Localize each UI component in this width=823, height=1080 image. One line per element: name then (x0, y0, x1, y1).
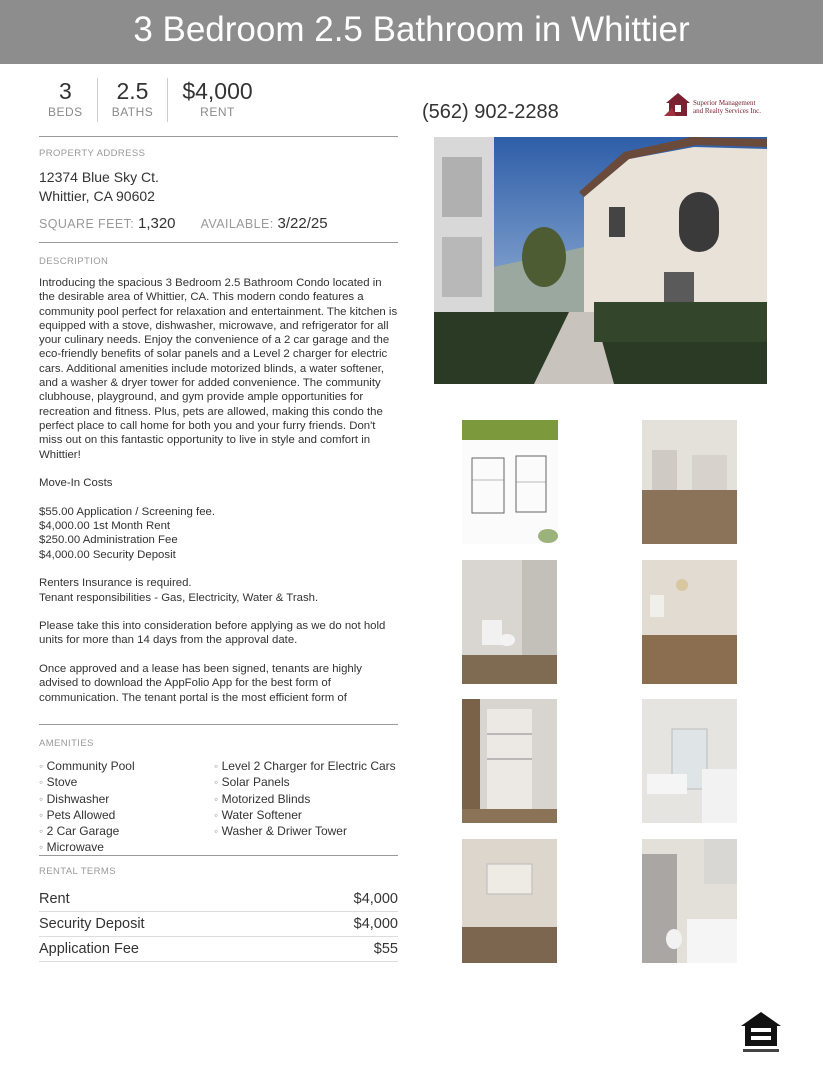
available-label: AVAILABLE: (200, 217, 274, 231)
amenity-item: ◦ Dishwasher (39, 791, 110, 806)
bathroom-thumbnail[interactable] (642, 699, 737, 823)
rent-label: RENT (200, 105, 235, 119)
powder-room-thumbnail[interactable] (462, 560, 557, 684)
amenity-item: ◦ Microwave (39, 840, 104, 855)
property-stats (38, 78, 267, 122)
description-paragraph: Introducing the spacious 3 Bedroom 2.5 Bathroom Condo located in the desirable area of Whittier, CA. This modern condo features a community pool perfect for relaxation and entertainment. The kitchen is equipped with a stove, dishwasher, microwave, and refrigerator for all your culinary needs. Enjoy the convenience of a 2 car garage and the eco-friendly benefits of solar panels and a Level 2 charger for electric cars. Additional amenities include motorized blinds, a water softener, and a washer & dryer tower for added convenience. The community clubhouse, playground, and gym provide ample opportunities for recreation and fitness. Plus, pets are allowed, making this condo the perfect place to call home for both you and your furry friends. Don't miss out on this fantastic opportunity to live in style and comfort in Whittier! (39, 277, 398, 461)
term-name: Security Deposit (39, 915, 145, 932)
description-text (39, 276, 398, 720)
bathroom-vanity-thumbnail[interactable] (642, 839, 737, 963)
equal-housing-opportunity-icon (739, 1010, 783, 1054)
bedroom-window-thumbnail[interactable] (462, 839, 557, 963)
logo-line-1: Superior Management (693, 99, 756, 107)
baths-stat (97, 78, 168, 122)
logo-line-2: and Realty Services Inc. (693, 107, 762, 115)
amenity-item: ◦ Motorized Blinds (214, 791, 311, 806)
term-value: $55 (373, 940, 398, 957)
description-paragraph: Renters Insurance is required. Tenant responsibilities - Gas, Electricity, Water & Trash. (39, 577, 319, 604)
address-line-1: 12374 Blue Sky Ct. (39, 169, 159, 185)
amenity-item: ◦ Pets Allowed (39, 807, 116, 822)
amenities-list-left (39, 758, 209, 856)
term-name: Rent (39, 890, 70, 907)
amenity-item: ◦ Water Softener (214, 807, 302, 822)
divider (39, 136, 398, 137)
living-room-thumbnail[interactable] (642, 420, 737, 544)
description-paragraph: $55.00 Application / Screening fee. $4,000.00 1st Month Rent $250.00 Administration Fee $4,000.00 Security Deposit (39, 505, 216, 561)
listing-title: 3 Bedroom 2.5 Bathroom in Whittier (133, 10, 690, 49)
description-paragraph: Once approved and a lease has been signed, tenants are highly advised to download the AppFolio App for the best form of communication. The tenant portal is the most efficient form of (39, 663, 362, 704)
amenity-item: ◦ Community Pool (39, 759, 135, 773)
address-line-2: Whittier, CA 90602 (39, 188, 155, 204)
beds-value: 3 (58, 78, 72, 104)
terms-row-security-deposit (39, 911, 398, 936)
baths-label: BATHS (111, 105, 154, 119)
divider (39, 855, 398, 856)
listing-title-banner (0, 0, 823, 64)
amenity-item: ◦ Solar Panels (214, 775, 290, 790)
amenity-item: ◦ 2 Car Garage (39, 824, 120, 839)
beds-label: BEDS (48, 105, 83, 119)
company-logo (662, 88, 772, 122)
description-paragraph: Move-In Costs (39, 477, 113, 490)
address-label: PROPERTY ADDRESS (39, 148, 146, 159)
beds-stat (38, 78, 97, 122)
description-label: DESCRIPTION (39, 256, 109, 267)
floorplan-thumbnail[interactable] (462, 420, 558, 544)
amenity-item: ◦ Level 2 Charger for Electric Cars (214, 759, 396, 773)
amenity-item: ◦ Washer & Driwer Tower (214, 824, 347, 839)
amenity-item: ◦ Stove (39, 775, 78, 790)
size-availability (39, 215, 398, 232)
term-value: $4,000 (353, 915, 398, 932)
rent-value: $4,000 (182, 78, 253, 104)
rental-terms-label: RENTAL TERMS (39, 866, 116, 877)
rent-stat (167, 78, 266, 122)
address-block (39, 168, 398, 206)
house-logo-icon (664, 90, 692, 118)
amenities-list-right (214, 758, 398, 839)
divider (39, 724, 398, 725)
term-name: Application Fee (39, 940, 139, 957)
divider (39, 961, 398, 962)
sqft-label: SQUARE FEET: (39, 217, 135, 231)
baths-value: 2.5 (116, 78, 149, 104)
term-value: $4,000 (353, 890, 398, 907)
terms-row-application-fee (39, 936, 398, 961)
bedroom-thumbnail[interactable] (642, 560, 737, 684)
sqft-value: 1,320 (137, 215, 176, 232)
description-paragraph: Please take this into consideration before applying as we do not hold units for more than 14 days from the approval date. (39, 620, 386, 647)
closet-thumbnail[interactable] (462, 699, 557, 823)
logo-text (693, 99, 761, 115)
available-value: 3/22/25 (277, 215, 328, 232)
terms-row-rent (39, 886, 398, 911)
amenities-label: AMENITIES (39, 738, 94, 749)
divider (39, 242, 398, 243)
exterior-photo[interactable] (434, 137, 767, 384)
contact-phone[interactable]: (562) 902-2288 (422, 101, 559, 123)
